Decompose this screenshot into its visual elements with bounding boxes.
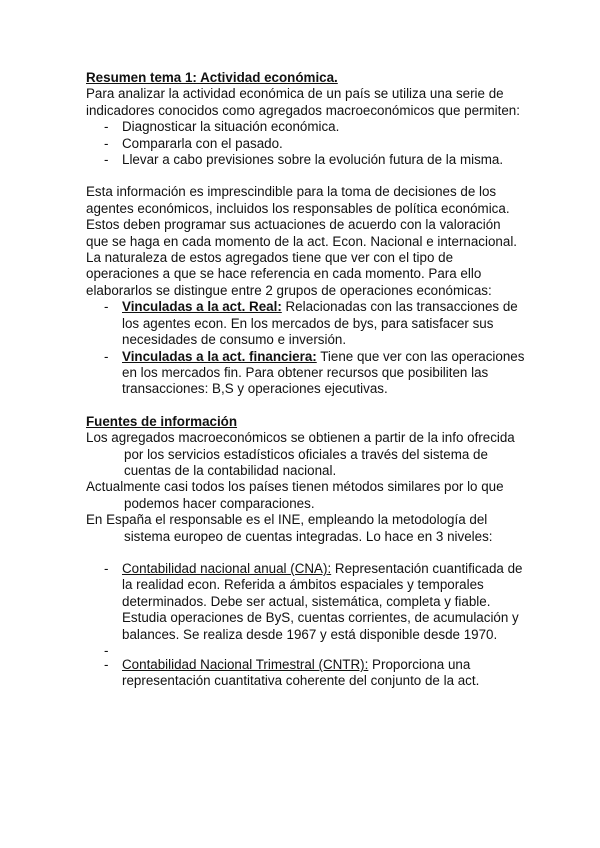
- paragraph-decisions: Esta información es imprescindible para la toma de decisiones de los agentes económicos, incluidos los responsables de política económica. Estos deben programar sus actuaciones de acuerdo con la valoración que se haga en cada momento de la act. Econ. Nacional e internacional.: [86, 184, 518, 249]
- intro-list: [86, 119, 526, 168]
- operations-list: [86, 299, 526, 397]
- real-activity-text: Relacionadas con las transacciones de los agentes econ. En los mercados de bys, para satisfacer sus necesidades de consumo e inversión.: [122, 299, 518, 348]
- cntr-label: Contabilidad Nacional Trimestral (CNTR):: [122, 657, 369, 672]
- document-page: [86, 70, 526, 690]
- financial-activity-text: Tiene que ver con las operaciones en los mercados fin. Para obtener recursos que posibiliten las transacciones: B,S y operaciones ejecutivas.: [122, 348, 525, 397]
- levels-list: [86, 561, 526, 690]
- financial-activity-label: Vinculadas a la act. financiera:: [122, 348, 317, 364]
- list-item: [86, 349, 526, 398]
- paragraph-nature: La naturaleza de estos agregados tiene que ver con el tipo de operaciones a que se hace referencia en cada momento. Para ello elaborarlos se distingue entre 2 grupos de operaciones económicas:: [86, 250, 492, 298]
- sources-paragraph-2: Actualmente casi todos los países tienen métodos similares por lo que podemos hacer comparaciones.: [86, 479, 504, 511]
- list-item: [86, 561, 526, 643]
- cna-extra: Estudia operaciones de ByS, cuentas corrientes, de acumulación y balances. Se realiza desde 1967 y está disponible desde 1970.: [122, 610, 519, 642]
- sources-paragraph-3: En España el responsable es el INE, empleando la metodología del sistema europeo de cuentas integradas. Lo hace en 3 niveles:: [86, 512, 493, 544]
- sources-heading: Fuentes de información: [86, 413, 238, 429]
- cntr-text: Proporciona una representación cuantitativa coherente del conjunto de la act.: [122, 657, 480, 689]
- list-item: - Compararla con el pasado.: [86, 136, 526, 152]
- intro-paragraph: Para analizar la actividad económica de un país se utiliza una serie de indicadores conocidos como agregados macroeconómicos que permiten:: [86, 86, 520, 118]
- list-item: [86, 657, 526, 690]
- cna-text: Representación cuantificada de la realidad econ. Referida a ámbitos espaciales y temporales determinados. Debe ser actual, sistemática, completa y fiable.: [122, 560, 523, 609]
- document-title: Resumen tema 1: Actividad económica.: [86, 70, 338, 85]
- cna-label: Contabilidad nacional anual (CNA):: [122, 560, 332, 576]
- list-item: - Diagnosticar la situación económica.: [86, 119, 526, 135]
- list-item: - Llevar a cabo previsiones sobre la evolución futura de la misma.: [86, 152, 526, 168]
- real-activity-label: Vinculadas a la act. Real:: [122, 299, 282, 315]
- sources-paragraph-1: Los agregados macroeconómicos se obtienen a partir de la info ofrecida por los servicios estadísticos oficiales a través del sistema de cuentas de la contabilidad nacional.: [86, 430, 515, 478]
- list-item: [86, 299, 526, 348]
